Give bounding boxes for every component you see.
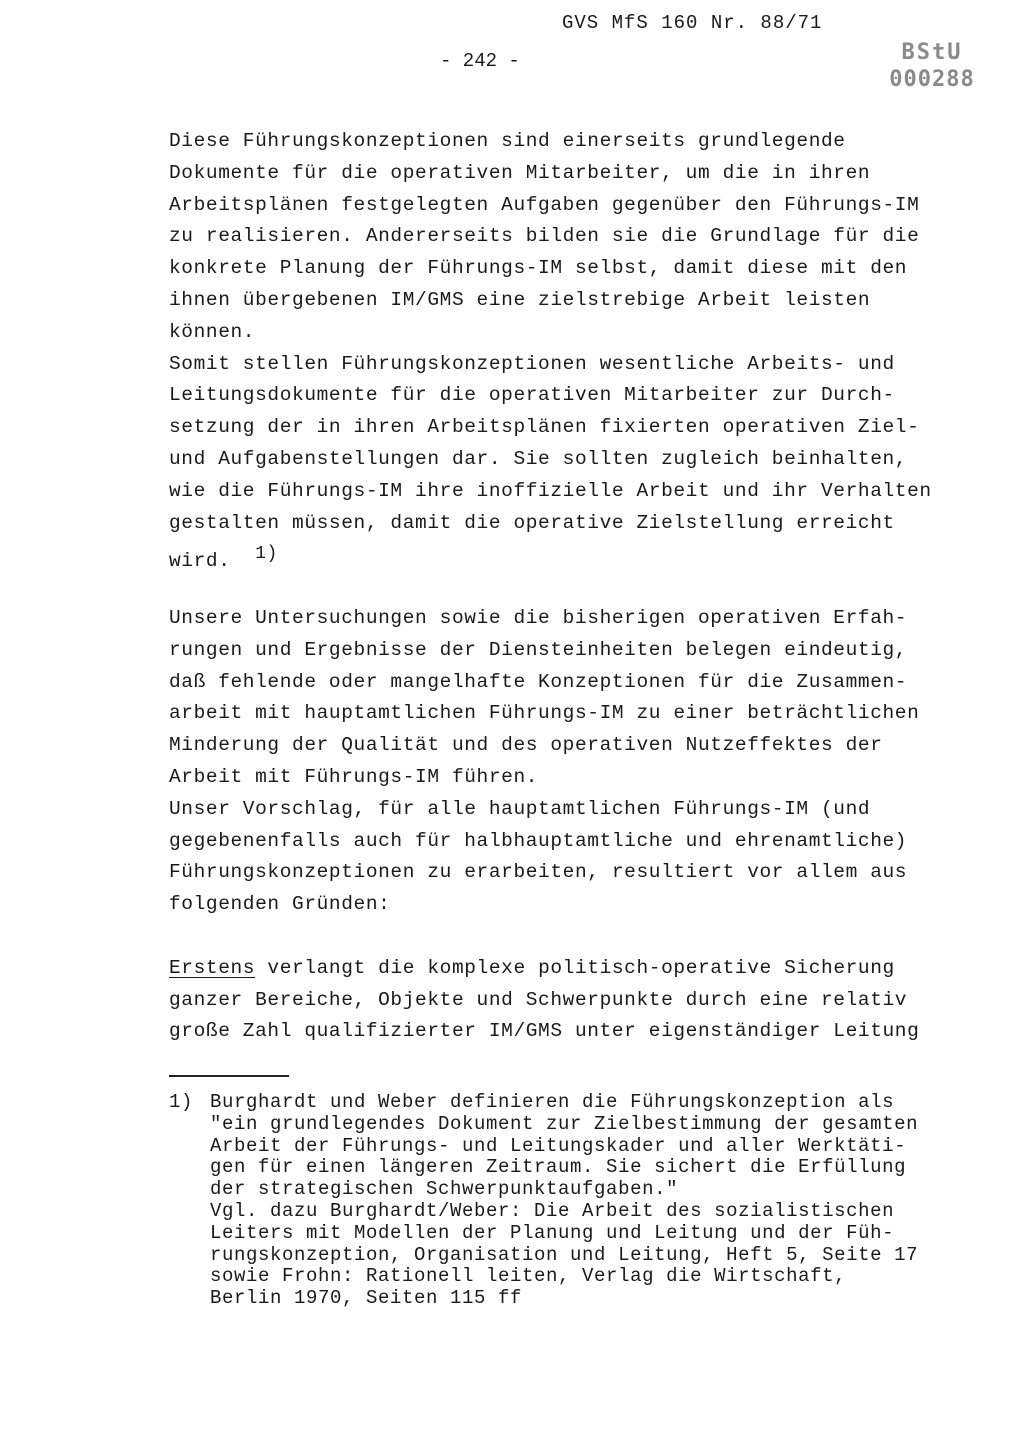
text-line: Unsere Untersuchungen sowie die bisherigen operativen Erfah- [169, 606, 908, 629]
text-line: Somit stellen Führungskonzeptionen wesentliche Arbeits- und [169, 352, 895, 375]
document-reference: GVS MfS 160 Nr. 88/71 [562, 12, 823, 34]
text-fragment: wird. [169, 550, 231, 573]
text-line: Führungskonzeptionen zu erarbeiten, resultiert vor allem aus [169, 861, 908, 884]
archive-stamp-number: 000288 [889, 67, 975, 92]
footnote-marker: 1) [169, 1091, 194, 1113]
emphasis-erstens: Erstens [169, 956, 256, 979]
footnote-line: Vgl. dazu Burghardt/Weber: Die Arbeit des sozialistischen [210, 1199, 895, 1222]
text-line: Arbeitsplänen festgelegten Aufgaben gegenüber den Führungs-IM [169, 193, 920, 216]
archive-stamp-label: BStU [901, 40, 963, 65]
footnote-line: "ein grundlegendes Dokument zur Zielbestimmung der gesamten [210, 1112, 919, 1135]
text-line: wie die Führungs-IM ihre inoffizielle Arbeit und ihr Verhalten [169, 479, 932, 502]
text-line: Leitungsdokumente für die operativen Mitarbeiter zur Durch- [169, 384, 895, 407]
text-line: folgenden Gründen: [169, 893, 391, 916]
footnote [169, 1092, 989, 1310]
footnote-line: Berlin 1970, Seiten 115 ff [210, 1287, 523, 1310]
text-line: setzung der in ihren Arbeitsplänen fixierten operativen Ziel- [169, 416, 920, 439]
body-text [169, 126, 989, 1048]
text-line: arbeit mit hauptamtlichen Führungs-IM zu einer beträchtlichen [169, 702, 920, 725]
text-line: gegebenenfalls auch für halbhauptamtliche und ehrenamtliche) [169, 829, 908, 852]
text-line: große Zahl qualifizierter IM/GMS unter eigenständiger Leitung [169, 1020, 920, 1043]
text-line: gestalten müssen, damit die operative Zielstellung erreicht [169, 511, 895, 534]
footnote-line [169, 1092, 989, 1114]
text-line: ihnen übergebenen IM/GMS eine zielstrebige Arbeit leisten [169, 288, 871, 311]
footnote-divider [169, 1075, 289, 1077]
text-line: konkrete Planung der Führungs-IM selbst, damit diese mit den [169, 257, 908, 280]
footnote-line: Leiters mit Modellen der Planung und Leitung und der Füh- [210, 1221, 895, 1244]
text-line: Unser Vorschlag, für alle hauptamtlichen Führungs-IM (und [169, 797, 871, 820]
footnote-reference[interactable]: 1) [255, 544, 278, 565]
text-line: rungen und Ergebnisse der Diensteinheiten belegen eindeutig, [169, 638, 908, 661]
footnote-line: gen für einen längeren Zeitraum. Sie sichert die Erfüllung [210, 1156, 907, 1179]
text-line: Diese Führungskonzeptionen sind einerseits grundlegende [169, 130, 846, 152]
text-line [169, 953, 989, 985]
text-line: Minderung der Qualität und des operativen Nutzeffektes der [169, 734, 883, 757]
text-fragment: verlangt die komplexe politisch-operative Sicherung [255, 956, 895, 979]
text-line: Dokumente für die operativen Mitarbeiter, um die in ihren [169, 161, 871, 184]
footnote-text: Burghardt und Weber definieren die Führungskonzeption als [210, 1091, 895, 1113]
text-line [169, 539, 989, 571]
text-line: können. [169, 320, 256, 343]
footnote-line: der strategischen Schwerpunktaufgaben." [210, 1178, 679, 1201]
page-number: - 242 - [440, 50, 520, 72]
footnote-line: sowie Frohn: Rationell leiten, Verlag die Wirtschaft, [210, 1265, 847, 1288]
text-line: zu realisieren. Andererseits bilden sie die Grundlage für die [169, 225, 920, 248]
text-line: daß fehlende oder mangelhafte Konzeptionen für die Zusammen- [169, 670, 908, 693]
text-line: und Aufgabenstellungen dar. Sie sollten zugleich beinhalten, [169, 447, 908, 470]
footnote-line: Arbeit der Führungs- und Leitungskader und aller Werktäti- [210, 1134, 907, 1157]
footnote-line: rungskonzeption, Organisation und Leitung, Heft 5, Seite 17 [210, 1243, 919, 1266]
text-line: ganzer Bereiche, Objekte und Schwerpunkte durch eine relativ [169, 988, 908, 1011]
archive-stamp [882, 40, 982, 94]
text-line: Arbeit mit Führungs-IM führen. [169, 765, 539, 788]
